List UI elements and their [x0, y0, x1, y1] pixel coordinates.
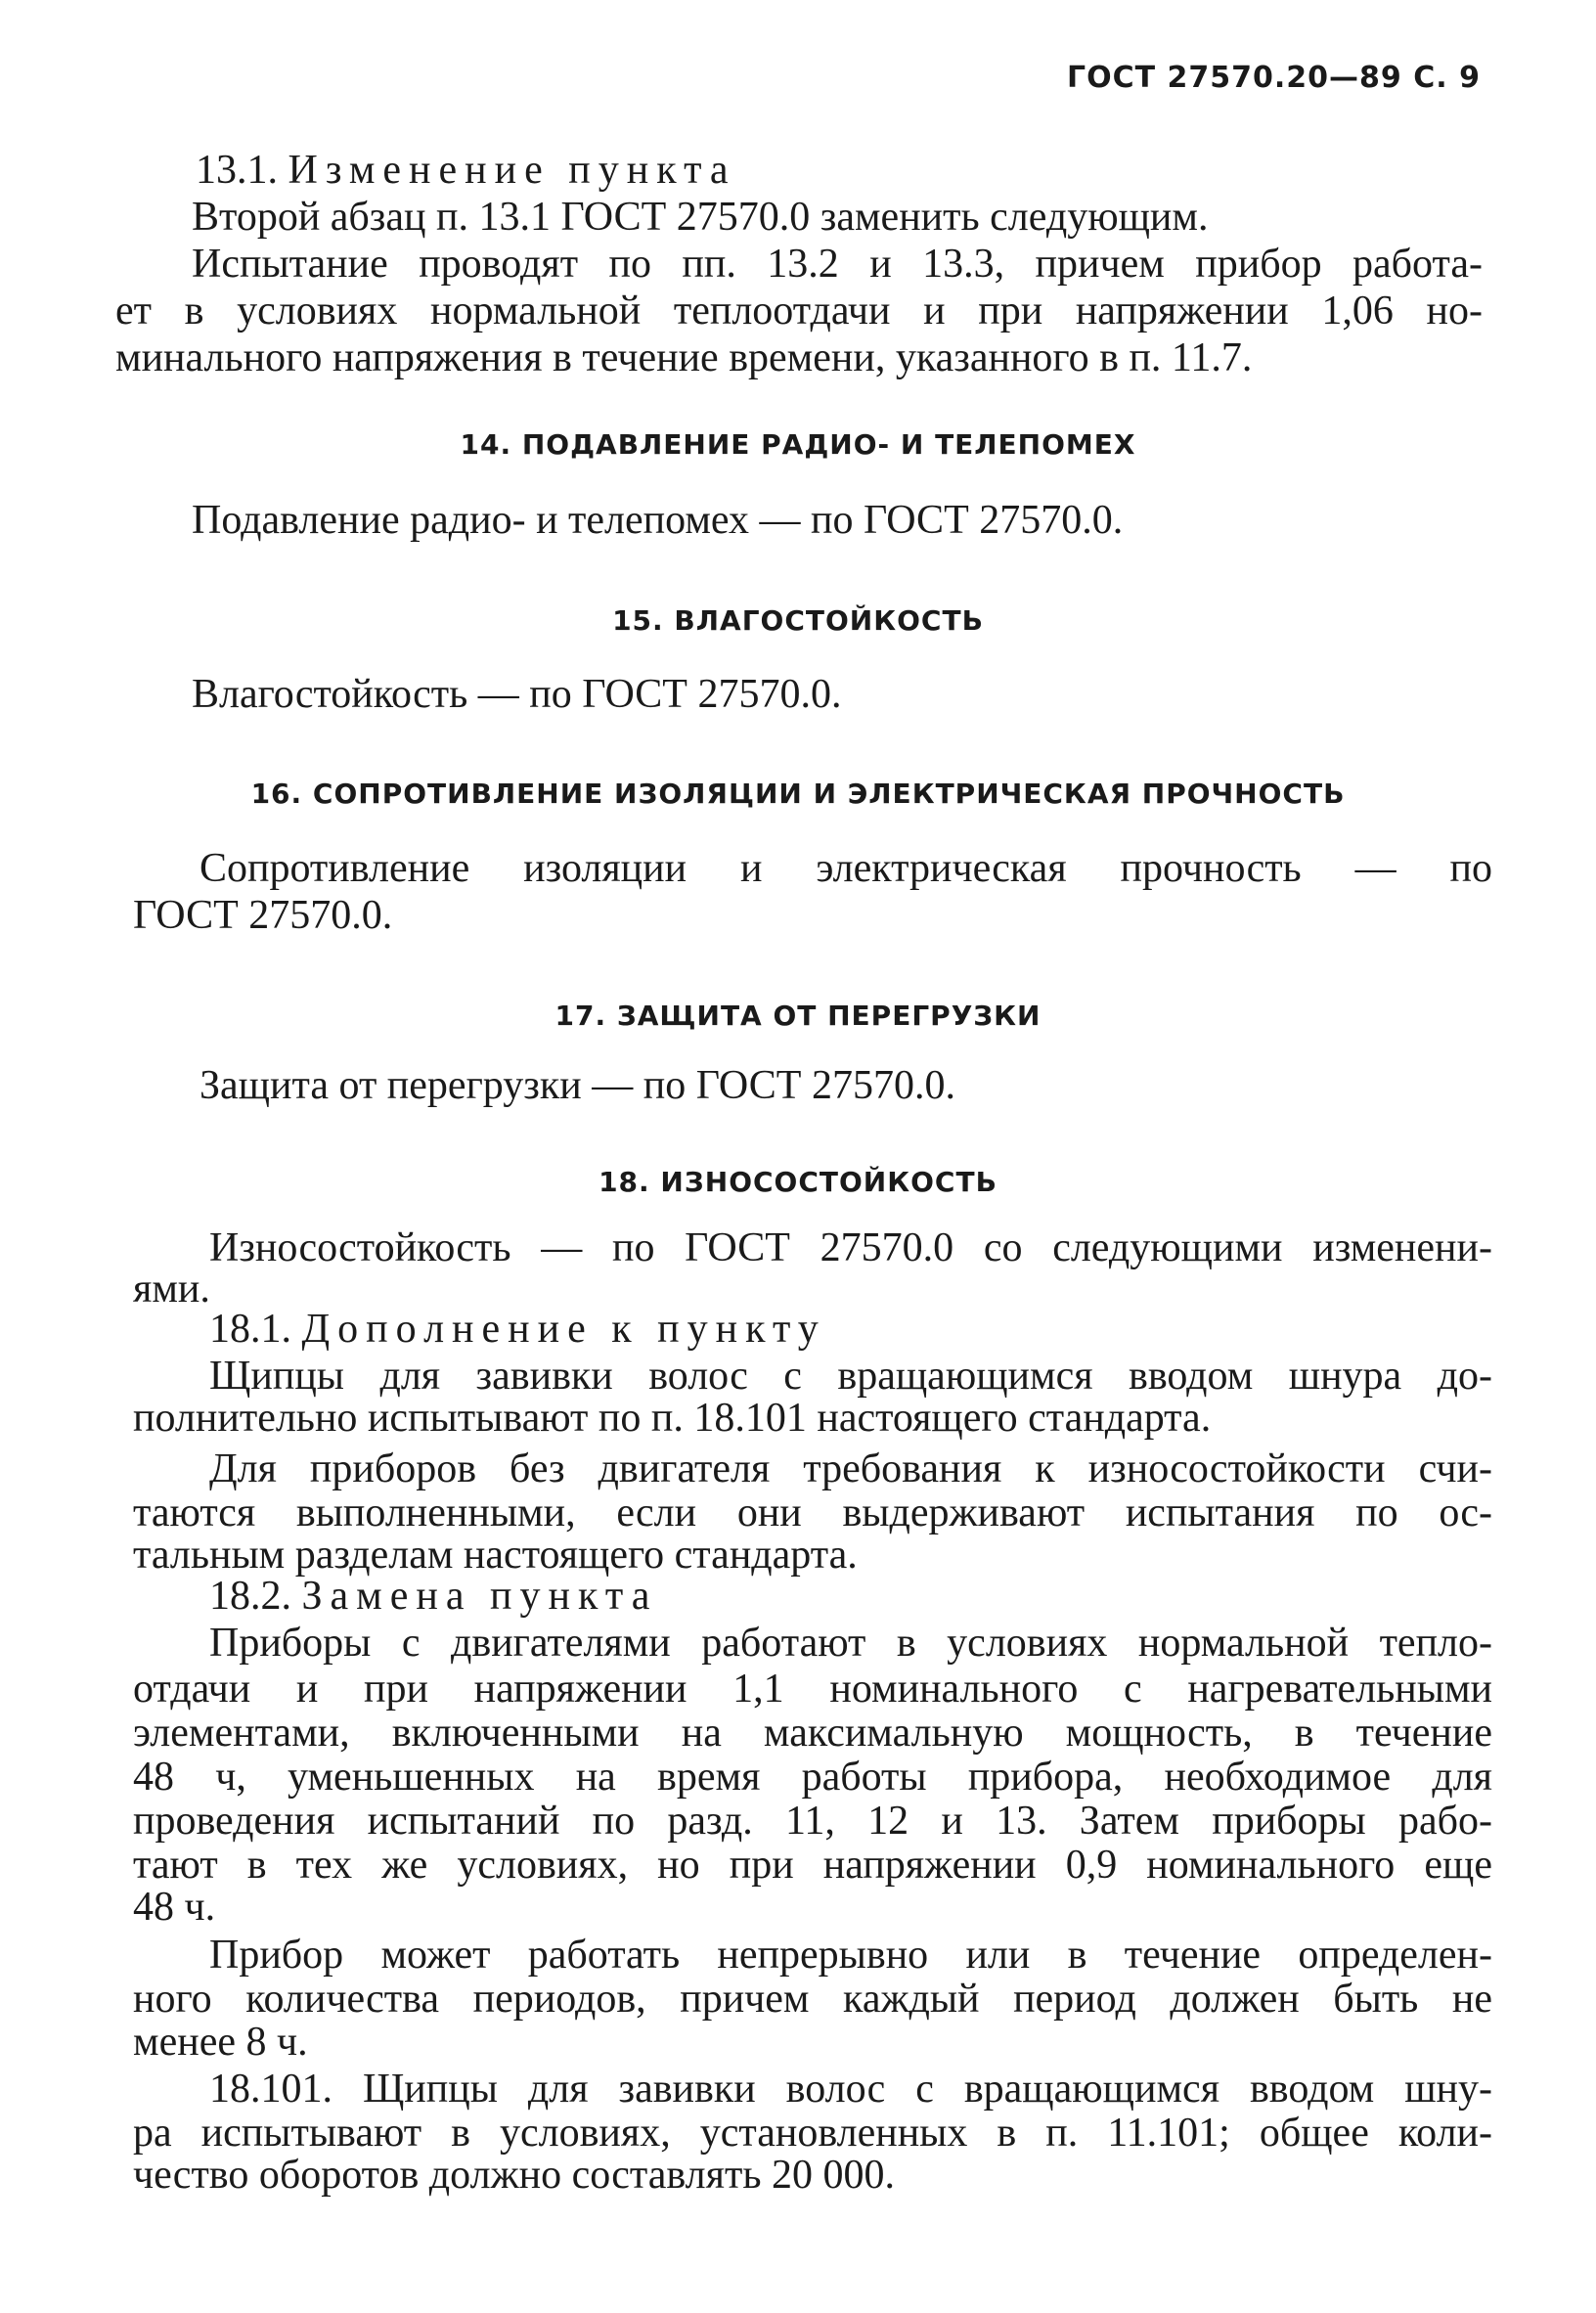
paragraph-line: ями. — [133, 1267, 210, 1312]
paragraph-line: Щипцы для завивки волос с вращающимся вводом шнура до- — [209, 1354, 1492, 1399]
paragraph-line: полнительно испытывают по п. 18.101 настоящего стандарта. — [133, 1396, 1212, 1441]
clause-number: 18.1. — [209, 1307, 291, 1352]
clause-13-1-title — [196, 147, 736, 194]
paragraph-line: отдачи и при напряжении 1,1 номинального с нагревательными — [133, 1667, 1492, 1712]
paragraph-line: 48 ч. — [133, 1885, 216, 1930]
paragraph-line: таются выполненными, если они выдерживают испытания по ос- — [133, 1490, 1492, 1535]
paragraph-line: Износостойкость — по ГОСТ 27570.0 со следующими изменени- — [209, 1225, 1492, 1270]
paragraph-line: элементами, включенными на максимальную мощность, в течение — [133, 1711, 1492, 1756]
paragraph-line: Для приборов без двигателя требования к износостойкости счи- — [209, 1446, 1492, 1491]
section-15-heading: 15. ВЛАГОСТОЙКОСТЬ — [612, 604, 984, 637]
paragraph-line: тальным разделам настоящего стандарта. — [133, 1533, 858, 1578]
paragraph-line: Приборы с двигателями работают в условиях нормальной тепло- — [209, 1621, 1492, 1666]
paragraph-line: Второй абзац п. 13.1 ГОСТ 27570.0 заменить следующим. — [192, 195, 1209, 240]
standard-number: ГОСТ 27570.20—89 — [1067, 61, 1402, 95]
section-14-heading: 14. ПОДАВЛЕНИЕ РАДИО- И ТЕЛЕПОМЕХ — [460, 428, 1136, 461]
paragraph-line: проведения испытаний по разд. 11, 12 и 13. Затем приборы рабо- — [133, 1799, 1492, 1844]
paragraph-line: чество оборотов должно составлять 20 000. — [133, 2153, 895, 2198]
clause-18-2-title — [209, 1573, 657, 1620]
paragraph-line: Сопротивление изоляции и электрическая прочность — по — [200, 846, 1492, 891]
page-number: С. 9 — [1413, 61, 1481, 95]
paragraph-line: Прибор может работать непрерывно или в течение определен- — [209, 1933, 1492, 1978]
clause-number: 13.1. — [196, 148, 278, 193]
clause-18-1-title — [209, 1306, 826, 1353]
clause-caption: Замена пункта — [301, 1574, 658, 1619]
paragraph-line: ного количества периодов, причем каждый период должен быть не — [133, 1977, 1492, 2022]
section-16-heading: 16. СОПРОТИВЛЕНИЕ ИЗОЛЯЦИИ И ЭЛЕКТРИЧЕСКАЯ ПРОЧНОСТЬ — [250, 778, 1346, 810]
paragraph-line: ет в условиях нормальной теплоотдачи и при напряжении 1,06 но- — [115, 289, 1483, 334]
paragraph-line: Подавление радио- и телепомех — по ГОСТ 27570.0. — [192, 498, 1124, 543]
paragraph-line: Испытание проводят по пп. 13.2 и 13.3, причем прибор работа- — [192, 242, 1483, 287]
page-header — [1067, 61, 1481, 95]
section-18-heading: 18. ИЗНОСОСТОЙКОСТЬ — [598, 1166, 998, 1198]
paragraph-line: ра испытывают в условиях, установленных в п. 11.101; общее коли- — [133, 2111, 1492, 2156]
paragraph-line: ГОСТ 27570.0. — [133, 893, 393, 938]
paragraph-line: 18.101. Щипцы для завивки волос с вращающимся вводом шну- — [209, 2067, 1492, 2112]
paragraph-line: 48 ч, уменьшенных на время работы прибора, необходимое для — [133, 1755, 1492, 1800]
paragraph-line: Защита от перегрузки — по ГОСТ 27570.0. — [200, 1063, 955, 1108]
paragraph-line: Влагостойкость — по ГОСТ 27570.0. — [192, 672, 842, 717]
clause-caption: Изменение пункта — [288, 148, 736, 193]
paragraph-line: минального напряжения в течение времени, указанного в п. 11.7. — [115, 335, 1253, 380]
clause-caption: Дополнение к пункту — [301, 1307, 826, 1352]
section-17-heading: 17. ЗАЩИТА ОТ ПЕРЕГРУЗКИ — [554, 1000, 1042, 1032]
paragraph-line: тают в тех же условиях, но при напряжении 0,9 номинального еще — [133, 1843, 1492, 1888]
paragraph-line: менее 8 ч. — [133, 2020, 308, 2065]
clause-number: 18.2. — [209, 1574, 291, 1619]
